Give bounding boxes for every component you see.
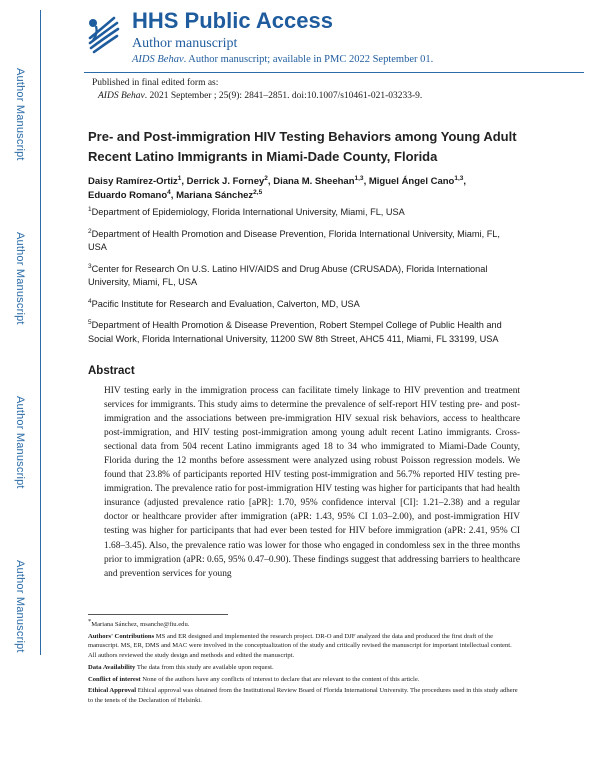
- journal-availability: [132, 54, 433, 65]
- affiliation: $^4$Pacific Institute for Research and Evaluation, Calverton, MD, USA: [88, 297, 360, 309]
- data-availability: Data Availability The data from this study are available upon request.: [88, 663, 274, 671]
- header-divider: [84, 72, 584, 73]
- availability-text: . Author manuscript; available in PMC 2022 September 01.: [183, 54, 434, 65]
- ethical-approval: Ethical Approval Ethical approval was obtained from the Institutional Review Board of Florida International University. The procedures used in this study adhere to the tenets of the Declaration of Helsinki.: [88, 687, 518, 704]
- article-title: Pre- and Post-immigration HIV Testing Behaviors among Young Adult Recent Latino Immigrants in Miami-Dade County, Florida: [88, 129, 517, 164]
- sidebar: [0, 0, 46, 776]
- footnotes: [88, 617, 520, 708]
- author: Mariana Sánchez$^{2,5}$: [176, 188, 263, 201]
- author: Daisy Ramírez-Ortiz$^1$,: [88, 174, 187, 187]
- author-manuscript-subtitle: Author manuscript: [132, 36, 238, 51]
- author: Derrick J. Forney$^2$,: [186, 174, 274, 187]
- conflict-of-interest: Conflict of interest None of the authors have any conflicts of interest to declare that are relevant to the content of this article.: [88, 675, 420, 683]
- journal-name: AIDS Behav: [98, 91, 145, 101]
- sidebar-label: Author Manuscript: [14, 396, 26, 489]
- abstract-text: HIV testing early in the immigration process can facilitate timely linkage to HIV prevention and treatment services for immigrants. This study aims to determine the prevalence of self-report HIV testing pre- and post-immigration and the associations between pre-immigration HIV sexual risk behaviors, access to healthcare post-immigration, and HIV testing post-immigration among young adult recent Latino immigrants. Cross-sectional data from 504 recent Latino immigrants aged 18 to 34 who immigrated to Miami-Dade County, Florida during the 12 months before assessment were analyzed using robust Poisson regression models. We found that 23.8% of participants reported HIV testing post-immigration and 56.7% reported HIV testing pre-immigration. The prevalence ratio for post-immigration HIV testing was higher for participants that had health insurance (adjusted prevalence ratio [aPR]: 1.70, 95% confidence interval [CI]: 1.21–2.38) and a regular doctor or healthcare provider after immigration (aPR: 1.43, 95% CI 1.03–2.00), and post-immigration HIV testing was higher for participants that had ever been tested for HIV before immigration (aPR: 2.41, 95% CI 1.68–3.45). Also, the prevalence ratio was lower for those who engaged in condomless sex in the three months prior to immigration (aPR: 0.65, 95% 0.47–0.90). These findings suggest that addressing barriers to healthcare and prevention services for young: [104, 386, 520, 579]
- affiliation: $^3$Center for Research On U.S. Latino HIV/AIDS and Drug Abuse (CRUSADA), Florida International University, Miami, FL, USA: [88, 262, 488, 287]
- author: Diana M. Sheehan$^{1,3}$,: [273, 174, 369, 187]
- sidebar-label: Author Manuscript: [14, 232, 26, 325]
- published-line: Published in final edited form as:: [92, 78, 219, 88]
- corresponding-author: *Mariana Sánchez, msanche@fiu.edu.: [88, 617, 190, 628]
- citation-text: . 2021 September ; 25(9): 2841–2851. doi:10.1007/s10461-021-03233-9.: [144, 91, 423, 101]
- abstract-heading: Abstract: [88, 365, 135, 377]
- author-contributions: Authors' Contributions MS and ER designed and implemented the research project. DR-O and DJF analyzed the data and produced the first draft of the manuscript. MS, ER, DMS and MAC were involved in the conceptualization of the study and critically revised the manuscript for important intellectual content. All authors reviewed the study design and methods and edited the manuscript.: [88, 632, 512, 659]
- hhs-public-access-title: HHS Public Access: [132, 8, 333, 33]
- author: Eduardo Romano$^4$,: [88, 188, 177, 201]
- affiliation: $^5$Department of Health Promotion & Disease Prevention, Robert Stempel College of Public Health and Social Work, Florida International University, 11200 SW 8th Street, AHC5 411, Miami, FL 33199, USA: [88, 318, 502, 344]
- sidebar-label: Author Manuscript: [14, 560, 26, 653]
- affiliation: $^2$Department of Health Promotion and Disease Prevention, Florida International University, Miami, FL, USA: [88, 227, 500, 252]
- header: [84, 8, 584, 65]
- hhs-eagle-logo-icon: [84, 10, 122, 54]
- publication-info: [92, 77, 422, 103]
- affiliation: $^1$Department of Epidemiology, Florida International University, Miami, FL, USA: [88, 205, 405, 217]
- author-list: [88, 175, 538, 203]
- sidebar-label: Author Manuscript: [14, 68, 26, 161]
- affiliations: [88, 206, 518, 354]
- author: Miguel Ángel Cano$^{1,3}$,: [368, 174, 467, 187]
- sidebar-rule: [40, 10, 41, 655]
- citation-line: [92, 90, 422, 103]
- journal-name: AIDS Behav: [132, 54, 184, 65]
- footnote-divider: [88, 614, 228, 615]
